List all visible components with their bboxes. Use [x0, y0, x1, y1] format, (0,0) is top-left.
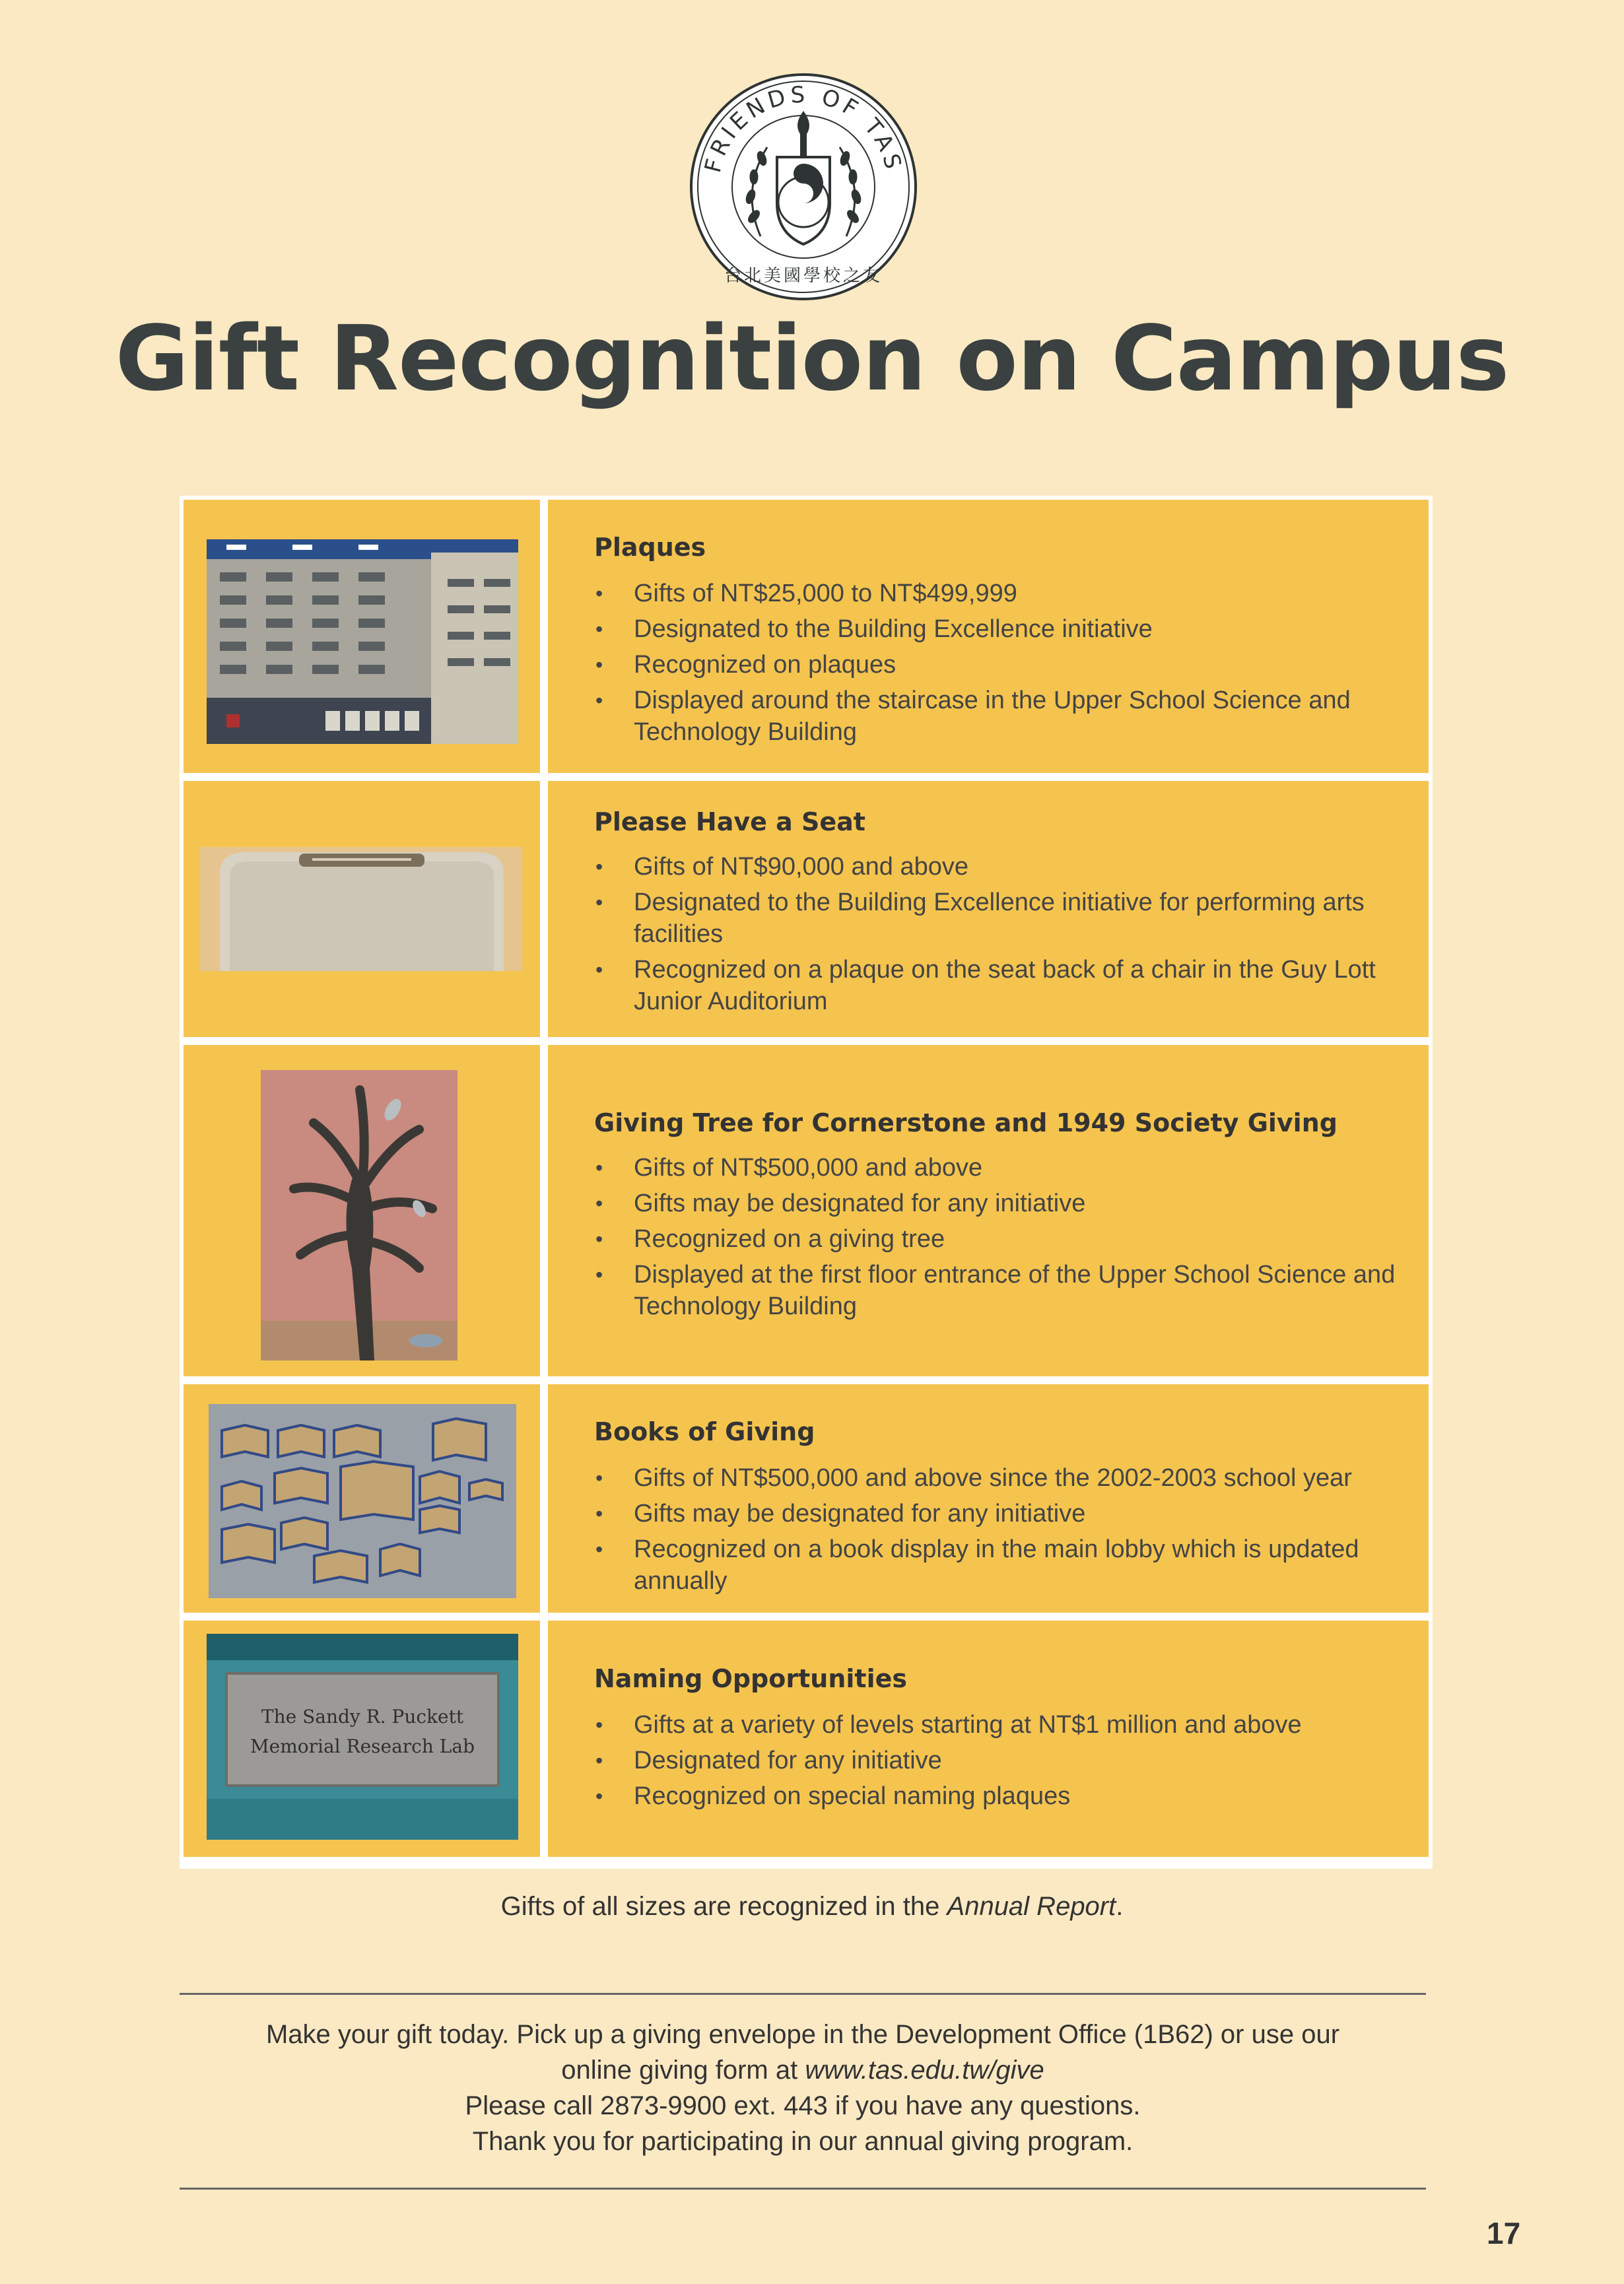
bullet-list: [594, 851, 1413, 1021]
table-row-naming-opportunities: [184, 1621, 1429, 1857]
seat-photo: [200, 847, 522, 971]
contact-line: online giving form at www.tas.edu.tw/give: [561, 2056, 1044, 2085]
bullet-list: [594, 1709, 1413, 1816]
row-title: Please Have a Seat: [594, 807, 865, 836]
page-number: 17: [1487, 2216, 1521, 2250]
image-cell: [184, 1621, 540, 1857]
giving-form-link[interactable]: www.tas.edu.tw/give: [805, 2056, 1044, 2085]
gift-recognition-table: [180, 496, 1433, 1869]
row-title: Giving Tree for Cornerstone and 1949 Society Giving: [594, 1108, 1337, 1137]
friends-of-tas-seal: [688, 71, 919, 302]
table-row-plaques: [184, 500, 1429, 773]
list-item: • Designated to the Building Excellence initiative: [594, 613, 1413, 645]
list-item: • Gifts of NT$500,000 and above since the 2002-2003 school year: [594, 1462, 1413, 1494]
list-item: • Designated for any initiative: [594, 1745, 1413, 1776]
image-cell: [184, 781, 540, 1037]
svg-text:FRIENDS OF TAS: FRIENDS OF TAS: [699, 81, 908, 176]
image-cell: [184, 1384, 540, 1613]
naming-plaque-photo: [207, 1634, 518, 1840]
text-cell: [548, 500, 1429, 773]
contact-info: [180, 2017, 1426, 2159]
table-row-books-of-giving: [184, 1384, 1429, 1613]
list-item: • Displayed around the staircase in the Upper School Science and Technology Building: [594, 685, 1413, 748]
list-item: • Recognized on a giving tree: [594, 1223, 1413, 1255]
text-cell: [548, 1045, 1429, 1376]
list-item: • Gifts of NT$25,000 to NT$499,999: [594, 578, 1413, 609]
image-cell: [184, 1045, 540, 1376]
table-row-please-have-a-seat: [184, 781, 1429, 1037]
bullet-list: [594, 1152, 1413, 1326]
svg-text:台北美國學校之友: 台北美國學校之友: [724, 266, 883, 286]
row-title: Plaques: [594, 533, 706, 562]
page-title: Gift Recognition on Campus: [115, 307, 1509, 411]
bullet-list: [594, 1462, 1413, 1601]
contact-line: Thank you for participating in our annual giving program.: [472, 2127, 1133, 2156]
annual-report-note: Gifts of all sizes are recognized in the Annual Report.: [500, 1892, 1124, 1921]
text-cell: [548, 1621, 1429, 1857]
list-item: • Recognized on special naming plaques: [594, 1780, 1413, 1812]
giving-tree-photo: [261, 1070, 457, 1360]
divider-bottom: [180, 2188, 1426, 2190]
list-item: • Displayed at the first floor entrance of the Upper School Science and Technology Building: [594, 1259, 1413, 1322]
list-item: • Recognized on plaques: [594, 649, 1413, 681]
image-cell: [184, 500, 540, 773]
contact-line: Please call 2873-9900 ext. 443 if you have any questions.: [465, 2091, 1141, 2120]
svg-text:Memorial Research Lab: Memorial Research Lab: [250, 1735, 475, 1757]
table-row-giving-tree: [184, 1045, 1429, 1376]
annual-report-title: Annual Report: [947, 1892, 1116, 1921]
list-item: • Gifts at a variety of levels starting at NT$1 million and above: [594, 1709, 1413, 1741]
list-item: • Gifts of NT$90,000 and above: [594, 851, 1413, 883]
list-item: • Gifts may be designated for any initiative: [594, 1498, 1413, 1529]
text-cell: [548, 1384, 1429, 1613]
row-title: Books of Giving: [594, 1417, 815, 1446]
list-item: • Recognized on a plaque on the seat back of a chair in the Guy Lott Junior Auditorium: [594, 954, 1413, 1017]
plaques-photo: [207, 539, 518, 744]
bullet-list: [594, 578, 1413, 752]
text-cell: [548, 781, 1429, 1037]
list-item: • Gifts of NT$500,000 and above: [594, 1152, 1413, 1184]
row-title: Naming Opportunities: [594, 1664, 907, 1693]
list-item: • Gifts may be designated for any initiative: [594, 1188, 1413, 1219]
list-item: • Recognized on a book display in the main lobby which is updated annually: [594, 1533, 1413, 1597]
books-of-giving-photo: [209, 1404, 516, 1598]
svg-text:The Sandy R. Puckett: The Sandy R. Puckett: [261, 1706, 464, 1728]
list-item: • Designated to the Building Excellence initiative for performing arts facilities: [594, 887, 1413, 950]
divider-top: [180, 1993, 1426, 1995]
contact-line: Make your gift today. Pick up a giving envelope in the Development Office (1B62) or use our: [265, 2020, 1340, 2049]
